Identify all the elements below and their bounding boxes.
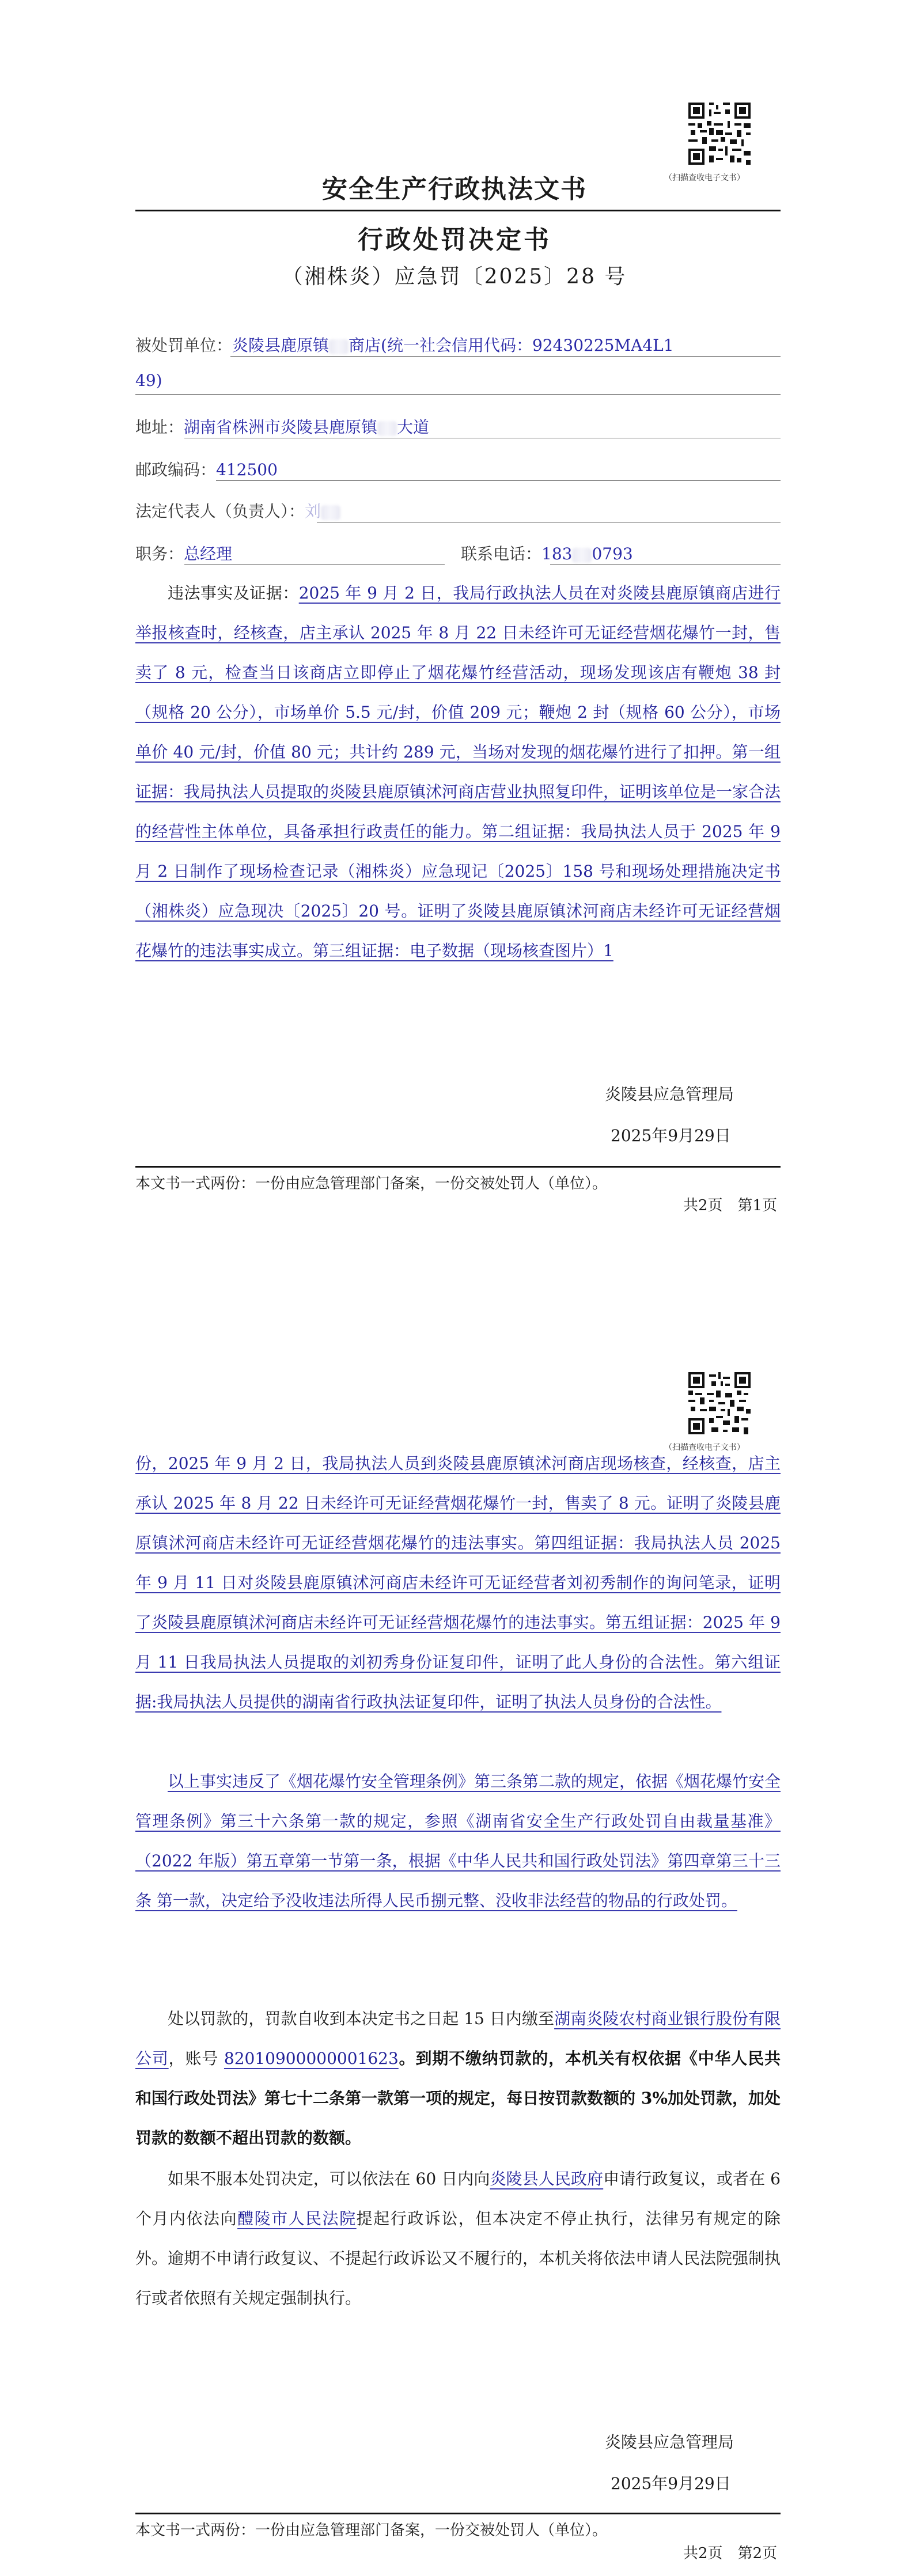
evidence-text: 份，2025 年 9 月 2 日，我局执法人员到炎陵县鹿原镇沭河商店现场核查，经核查，店主承认 2025 年 8 月 22 日未经许可无证经营烟花爆竹一封，售卖了 8 元。证明了炎陵县鹿原镇沭河商店未经许可无证经营烟花爆竹的违法事实。第四组证据：我局执法人员 2025 年 9 月 11 日对炎陵县鹿原镇沭河商店未经许可无证经营者刘初秀制作的询问笔录，证明了炎陵县鹿原镇沭河商店未经许可无证经营烟花爆竹的违法事实。第五组证据：2025 年 9 月 11 日我局执法人员提取的刘初秀身份证复印件，证明了此人身份的合法性。第六组证据:我局执法人员提供的湖南省行政执法证复印件，证明了执法人员身份的合法性。 xyxy=(135,1454,781,1711)
penalized-unit-field xyxy=(135,333,674,356)
doc-type-heading: 安全生产行政执法文书 xyxy=(322,175,587,204)
position-field xyxy=(135,541,232,565)
address-value-b: 大道 xyxy=(397,418,430,437)
appeal-text-a: 如果不服本处罚决定，可以依法在 60 日内向 xyxy=(168,2169,490,2188)
phone-value-b: 0793 xyxy=(592,544,633,563)
legal-rep-label: 法定代表人（负责人）： xyxy=(135,502,305,521)
legal-rep-value: 刘 xyxy=(305,502,321,521)
issuing-agency: 炎陵县应急管理局 xyxy=(605,1085,734,1104)
facts-lead: 违法事实及证据： xyxy=(168,584,299,603)
appeal-text-b: 申请行政复议，或者在 6 个月内依法向 xyxy=(135,2169,781,2228)
postcode-field xyxy=(135,457,278,480)
appeal-text-c: 提起行政诉讼，但本决定不停止执行，法律另有规定的除外。逾期不申请行政复议、不提起行政诉讼又不履行的，本机关将依法申请人民法院强制执行或者依照有关规定强制执行。 xyxy=(135,2209,781,2308)
page-indicator: 共2页 第2页 xyxy=(683,2545,778,2562)
penalized-unit-label: 被处罚单位： xyxy=(135,336,233,355)
page-indicator: 共2页 第1页 xyxy=(683,1197,778,1214)
penalized-unit-cont xyxy=(135,371,162,390)
footer-divider xyxy=(135,2513,781,2514)
phone-label: 联系电话： xyxy=(461,544,542,563)
page-title: 行政处罚决定书 xyxy=(358,225,551,255)
footer-note: 本文书一式两份：一份由应急管理部门备案，一份交被处罚人（单位）。 xyxy=(135,2522,608,2539)
header-divider xyxy=(135,210,781,211)
redaction-mark xyxy=(329,339,349,354)
document-page-2 xyxy=(0,1288,909,2576)
redaction-mark xyxy=(572,548,592,563)
address-field xyxy=(135,415,429,438)
document-number: （湘株炎）应急罚〔2025〕28 号 xyxy=(282,265,627,289)
bank-name: 湖南炎陵农村商业银行股份有限公司 xyxy=(135,2009,781,2068)
review-authority: 炎陵县人民政府 xyxy=(490,2169,604,2188)
address-label: 地址： xyxy=(135,418,184,437)
postcode-value: 412500 xyxy=(216,460,278,479)
postcode-label: 邮政编码： xyxy=(135,460,217,479)
penalized-unit-value-b: 商店(统一社会信用代码：92430225MA4L1 xyxy=(349,336,674,355)
field-underline xyxy=(230,356,781,357)
redaction-mark xyxy=(377,421,397,436)
qr-code-icon[interactable] xyxy=(686,100,753,167)
redaction-mark xyxy=(321,505,340,520)
field-underline xyxy=(216,480,781,481)
appeal-paragraph xyxy=(135,2159,781,2318)
facts-text: 2025 年 9 月 2 日，我局行政执法人员在对炎陵县鹿原镇商店进行举报核查时，经核查，店主承认 2025 年 8 月 22 日未经许可无证经营烟花爆竹一封，售卖了 8 元，检查当日该商店立即停止了烟花爆竹经营活动，现场发现该店有鞭炮 38 封（规格 20 公分），市场单价 5.5 元/封，价值 209 元；鞭炮 2 封（规格 60 公分），市场单价 40 元/封，价值 80 元；共计约 289 元，当场对发现的烟花爆竹进行了扣押。第一组证据：我局执法人员提取的炎陵县鹿原镇沭河商店营业执照复印件，证明该单位是一家合法的经营性主体单位，具备承担行政责任的能力。第二组证据：我局执法人员于 2025 年 9 月 2 日制作了现场检查记录（湘株炎）应急现记〔2025〕158 号和现场处理措施决定书（湘株炎）应急现决〔2025〕20 号。证明了炎陵县鹿原镇沭河商店未经许可无证经营烟花爆竹的违法事实成立。第三组证据：电子数据（现场核查图片）1 xyxy=(135,584,781,960)
fine-text-c: 。到期不缴纳罚款的，本机关有权依据《中华人民共和国行政处罚法》第七十二条第一款第一项的规定，每日按罚款数额的 3%加处罚款，加处罚款的数额不超出罚款的数额。 xyxy=(135,2049,781,2147)
fine-text-a: 处以罚款的，罚款自收到本决定书之日起 15 日内缴至 xyxy=(168,2009,555,2028)
fine-text-b: ，账号 xyxy=(168,2049,224,2068)
evidence-continued-paragraph xyxy=(135,1444,781,1722)
footer-note: 本文书一式两份：一份由应急管理部门备案，一份交被处罚人（单位）。 xyxy=(135,1175,608,1192)
footer-divider xyxy=(135,1166,781,1168)
phone-field xyxy=(461,541,633,565)
address-value-a: 湖南省株洲市炎陵县鹿原镇 xyxy=(184,418,378,437)
facts-paragraph xyxy=(135,573,781,971)
penalized-unit-value-a: 炎陵县鹿原镇 xyxy=(232,336,329,355)
court-name: 醴陵市人民法院 xyxy=(237,2209,357,2228)
fine-paragraph xyxy=(135,1999,781,2158)
penalized-unit-value-c: 49) xyxy=(135,371,162,390)
position-label: 职务： xyxy=(135,544,184,563)
issuing-agency: 炎陵县应急管理局 xyxy=(605,2433,734,2452)
violation-paragraph xyxy=(135,1761,781,1920)
issue-date: 2025年9月29日 xyxy=(611,2474,731,2493)
violation-text: 以上事实违反了《烟花爆竹安全管理条例》第三条第二款的规定，依据《烟花爆竹安全管理条例》第三十六条第一款的规定，参照《湖南省安全生产行政处罚自由裁量基准》（2022 年版）第五章第一节第一条，根据《中华人民共和国行政处罚法》第四章第三十三条 第一款，决定给予没收违法所得人民币捌元整、没收非法经营的物品的行政处罚。 xyxy=(135,1772,781,1910)
qr-note: （扫描查收电子文书） xyxy=(664,1443,745,1452)
bank-account: 82010900000001623 xyxy=(224,2049,399,2068)
position-value: 总经理 xyxy=(184,544,233,563)
field-underline xyxy=(135,394,781,395)
issue-date: 2025年9月29日 xyxy=(611,1126,731,1145)
legal-rep-field xyxy=(135,499,340,522)
qr-code-icon[interactable] xyxy=(686,1370,753,1437)
phone-value-a: 183 xyxy=(541,544,573,563)
qr-note: （扫描查收电子文书） xyxy=(664,173,745,183)
